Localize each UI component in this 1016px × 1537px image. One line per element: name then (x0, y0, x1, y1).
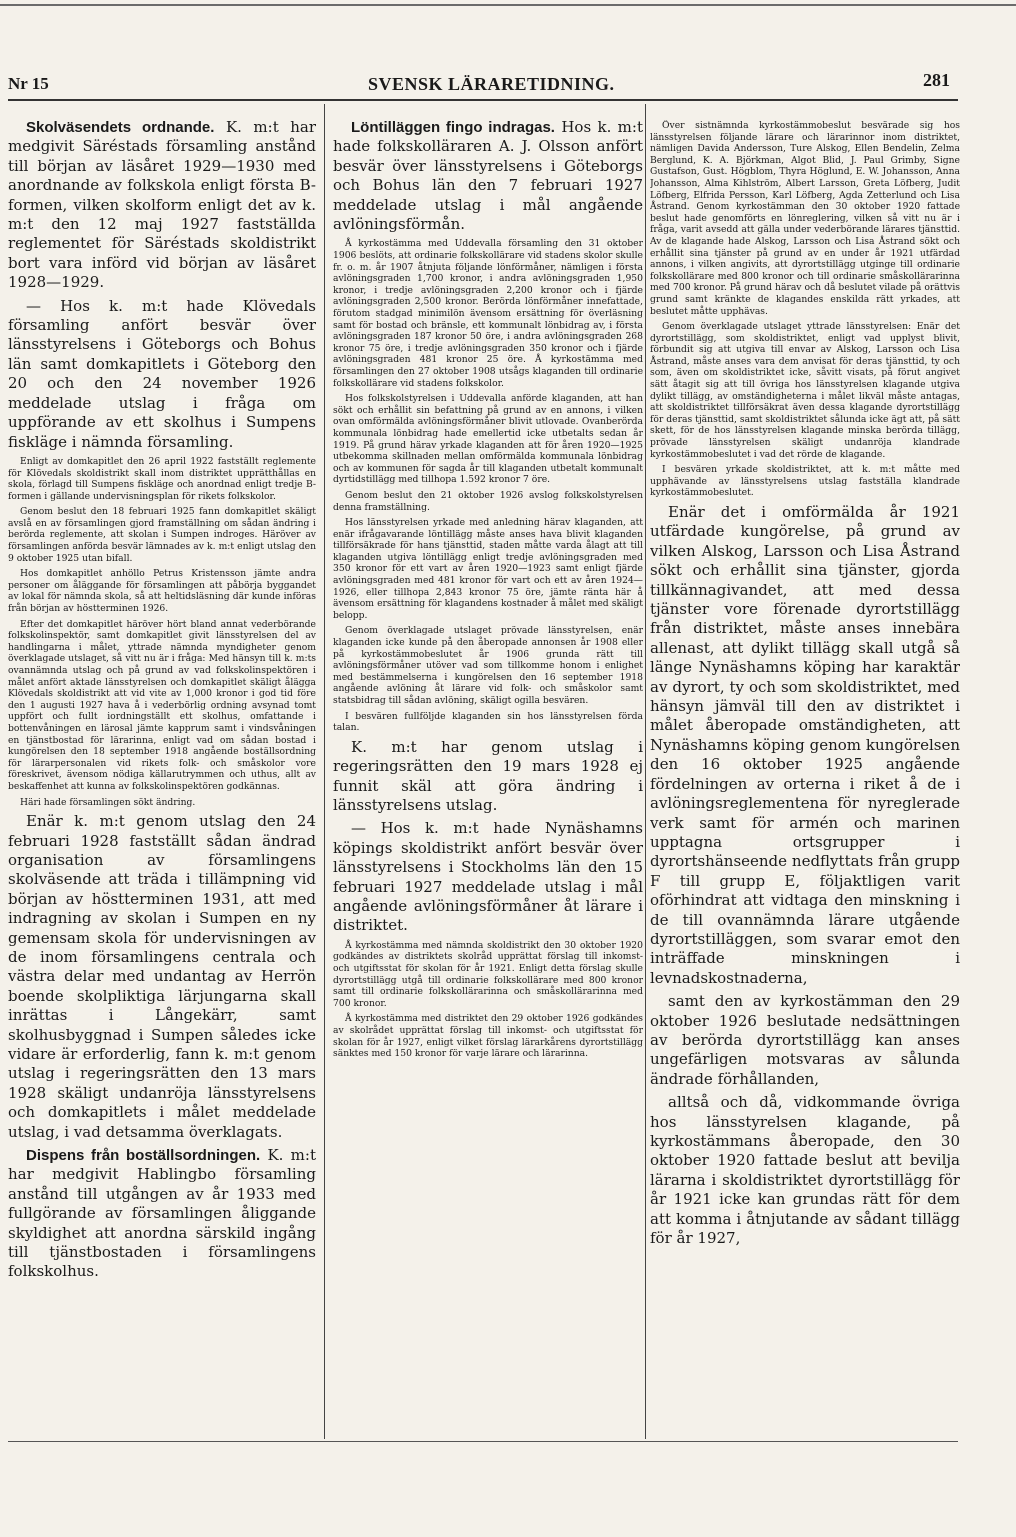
article-paragraph (333, 118, 643, 234)
small-print-paragraph: Genom beslut den 18 februari 1925 fann domkapitlet skäligt avslå en av församlingen gjord framställning om sådan ändring i berörda reglemente, att skolan i Sumpen indroges. Häröver av församlingen anförda besvär lämnades av k. m:t enligt utslag den 9 oktober 1925 utan bifall. (8, 506, 316, 564)
small-print-paragraph: I besvären yrkade skoldistriktet, att k. m:t måtte med upphävande av länsstyrelsens utslag fastställa klandrade kyrkostämmobeslutet. (650, 464, 960, 499)
top-border (0, 4, 1016, 6)
paragraph-text: Hos k. m:t hade folkskolläraren A. J. Olsson anfört besvär över länsstyrelsens i Göteborgs och Bohus län den 7 februari 1927 meddelade utslag i mål angående avlöningsförmån. (333, 118, 643, 234)
article-paragraph (8, 1146, 316, 1282)
article-paragraph: — Hos k. m:t hade Klövedals församling anfört besvär över länsstyrelsens i Göteborgs och Bohus län samt domkapitlets i Göteborg den 20 och den 24 november 1926 meddelade utslag i fråga om uppförande av ett skolhus i Sumpens fiskläge i nämnda församling. (8, 296, 316, 451)
paragraph-text: K. m:t har medgivit Hablingbo församling anstånd till utgången av år 1933 med fullgörande av församlingen åliggande skyldighet att anordna särskild ingång till tjänstbostaden i församlingens folkskolhus. (8, 1146, 316, 1281)
column-rule (645, 104, 646, 1439)
article-heading: Löntilläggen fingo indragas. (351, 119, 555, 136)
small-print-paragraph: Å kyrkostämma med distriktet den 29 oktober 1926 godkändes av skolrådet upprättat förslag till inkomst- och utgiftsstat för skolan för år 1927, enligt vilket förslag lärarkårens dyrortstillägg sänktes med 150 kronor för varje lärare och lärarinna. (333, 1013, 643, 1060)
header-rule (8, 99, 958, 101)
small-print-paragraph: Å kyrkostämma med nämnda skoldistrikt den 30 oktober 1920 godkändes av distriktets skolråd upprättat förslag till inkomst- och utgiftsstat för skolan för år 1921. Enligt detta förslag skulle dyrortstillägg utgå till ordinarie folkskollärare med 800 kronor samt till ordinarie folkskollärarinna och småskollärarinna med 700 kronor. (333, 939, 643, 1009)
article-heading: Skolväsendets ordnande. (26, 119, 215, 136)
journal-title: SVENSK LÄRARETIDNING. (368, 74, 615, 94)
small-print-paragraph: Hos domkapitlet anhöllo Petrus Kristensson jämte andra personer om åläggande för församlingen att påbörja byggandet av lokal för nämnda skola, så att heltidsläsning där kunde införas från början av höstterminen 1926. (8, 568, 316, 615)
article-paragraph: Enär det i omförmälda år 1921 utfärdade kungörelse, på grund av vilken Alskog, Larsson och Lisa Åstrand sökt och erhållit sina tjänster, gjorda tillkännagivandet, att med dessa tjänster vore förenade dyrortstillägg från distriktet, måste anses innebära allenast, att dylikt tillägg skall utgå så länge Nynäshamns köping har karaktär av dyrort, ty och som skoldistriktet, med hänsyn jämväl till den av distriktet i målet åberopade omständigheten, att Nynäshamns köping genom kungörelsen den 16 oktober 1925 angående fördelningen av orterna i riket å de i avlöningsreglementena för nyreglerade verk samt för armén och marinen upptagna ortsgrupper i dyrortshänseende nedflyttats från grupp F till grupp E, följaktligen varit oförhindrat att vidtaga den minskning i de till ovannämnda lärare utgående dyrortstilläggen, som svarar emot den inträffade minskningen i levnadskostnaderna, (650, 503, 960, 987)
column-2 (333, 118, 643, 1438)
article-paragraph: alltså och då, vidkommande övriga hos länsstyrelsen klagande, på kyrkostämmans åberopade, den 30 oktober 1920 fattade beslut att bevilja lärarna i skoldistriktet dyrortstillägg för år 1921 icke kan grundas rätt för dem att komma i åtnjutande av sådant tillägg för år 1927, (650, 1093, 960, 1248)
page-number: 281 (923, 70, 950, 90)
small-print-paragraph: Genom överklagade utslaget yttrade länsstyrelsen: Enär det dyrortstillägg, som skoldistriktet, enligt vad upplyst blivit, förbundit sig att utgiva till envar av Alskog, Larsson och Lisa Åstrand, måste anses vara dem anvisat för deras tjänsttid, ty och som, även om skoldistriktet icke, såvitt visats, på förut angivet sätt åtagit sig att till övriga hos länsstyrelsen klagande utgiva dylikt tillägg, av omständigheterna i målet likväl måste antagas, att skoldistriktet tillförsäkrat även dessa klagande dyrortstillägg för deras tjänsttid, samt skoldistriktet sålunda icke ägt att, på sätt skett, för de hos länsstyrelsen klagande minska berörda tillägg, prövade länsstyrelsen skäligt undanröja klandrade kyrkostämmobeslutet i vad det rörde de klagande. (650, 321, 960, 460)
article-paragraph: Enär k. m:t genom utslag den 24 februari 1928 fastställt sådan ändrad organisation av församlingens skolväsende att träda i tillämpning vid början av höstterminen 1931, att med indragning av skolan i Sumpen en ny gemensam skola för undervisningen av de inom församlingens centrala och västra delar med undantag av Herrön boende skolpliktiga lärjungarna skall inrättas i Långekärr, samt skolhusbyggnad i Sumpen således icke vidare är erforderlig, fann k. m:t genom utslag i regeringsrätten den 13 mars 1928 skäligt undanröja länsstyrelsens och domkapitlets i målet meddelade utslag, i vad detsamma överklagats. (8, 812, 316, 1141)
small-print-paragraph: I besvären fullföljde klaganden sin hos länsstyrelsen förda talan. (333, 710, 643, 734)
small-print-paragraph: Genom beslut den 21 oktober 1926 avslog folkskolstyrelsen denna framställning. (333, 489, 643, 513)
column-3 (650, 120, 960, 1440)
article-heading: Dispens från boställsordningen. (26, 1147, 261, 1165)
small-print-paragraph: Häri hade församlingen sökt ändring. (20, 796, 196, 808)
footer-rule (8, 1441, 958, 1442)
column-1 (8, 118, 316, 1438)
issue-number: Nr 15 (8, 74, 49, 93)
article-paragraph: K. m:t har genom utslag i regeringsrätten den 19 mars 1928 ej funnit skäl att göra ändring i länsstyrelsens utslag. (333, 737, 643, 814)
small-print-paragraph: Efter det domkapitlet häröver hört bland annat vederbörande folkskolinspektör, samt domkapitlet givit länsstyrelsen del av handlingarna i målet, yttrade nämnda myndigheter genom överklagade utslaget, så vitt nu är i fråga: Med hänsyn till k. m:ts ovannämnda utslag och på grund av vad folkskolinspektören i målet anfört aktade länsstyrelsen och domkapitlet skäligt ålägga Klövedals skoldistrikt att vid vite av 1,000 kronor i god tid före den 1 augusti 1927 hava å i vederbörlig ordning avsynad tomt uppfört och fullt iordningställt ett skolhus, omfattande i bottenvåningen en lärosal jämte kapprum samt i vindsvåningen en tjänstbostad för lärarinna, enligt vad om sådan bostad i kungörelsen den 18 september 1918 angående boställsordning för lärarpersonalen vid rikets folk- och småskolor vore föreskrivet, ävensom nödiga källarutrymmen och uthus, allt av beskaffenhet att kunna av folkskolinspektören godkännas. (8, 618, 316, 792)
small-print-paragraph: Enligt av domkapitlet den 26 april 1922 fastställt reglemente för Klövedals skoldistrikt skall inom distriktet upprätthållas en skola, förlagd till Sumpens fiskläge och anordnad enligt tredje B-formen i gällande undervisningsplan för rikets folkskolor. (8, 455, 316, 502)
paragraph-text: K. m:t har medgivit Säréstads församling anstånd till början av läsåret 1929—1930 med anordnande av folkskola enligt första B-formen, vilken skolform enligt det av k. m:t den 12 maj 1927 fastställda reglementet för Säréstads skoldistrikt bort vara införd vid början av läsåret 1928—1929. (8, 118, 316, 292)
article-paragraph (8, 118, 316, 293)
small-print-paragraph: Över sistnämnda kyrkostämmobeslut besvärade sig hos länsstyrelsen följande lärare och lärarinnor inom distriktet, nämligen Davida Andersson, Ture Alskog, Ellen Bendelin, Zelma Berglund, K. A. Björkman, Algot Blid, J. Paul Grimby, Signe Gustafson, Gust. Högblom, Thyra Höglund, E. W. Johansson, Anna Johansson, Alma Kihlström, Albert Larsson, Greta Löfberg, Judit Löfberg, Elfrida Persson, Karl Löfberg, Agda Zetterlund och Lisa Åstrand. Genom kyrkostämman den 30 oktober 1920 fattade beslut hade genomförts en lönreglering, vilken så vitt nu är i fråga, varit avsedd att gälla under vederbörande lärares tjänsttid. Av de klagande hade Alskog, Larsson och Lisa Åstrand sökt och erhållit sina tjänster på grund av en under år 1921 utfärdad annons, i vilken angivits, att dyrortstillägg utginge till ordinarie folkskollärare med 800 kronor och till ordinarie småskollärarinna med 700 kronor. På grund härav och då beslutet vilade på orättvis grund samt kränkte de klagandes enskilda rätt yrkades, att beslutet måtte upphävas. (650, 120, 960, 317)
article-paragraph: samt den av kyrkostämman den 29 oktober 1926 beslutade nedsättningen av berörda dyrortstillägg kan anses ungefärligen motsvaras av sålunda ändrade förhållanden, (650, 992, 960, 1088)
small-print-paragraph: Genom överklagade utslaget prövade länsstyrelsen, enär klaganden icke kunde på den åberopade annonsen år 1908 eller på kyrkostämmobeslutet år 1906 grunda rätt till avlöningsförmåner utöver vad som tillkomme honom i enlighet med bestämmelserna i kungörelsen den 16 september 1918 angående avlöning åt lärare vid folk- och småskolor samt statsbidrag till sådan avlöning, skäligt ogilla besvären. (333, 625, 643, 706)
small-print-paragraph: Hos länsstyrelsen yrkade med anledning härav klaganden, att enär ifrågavarande löntillägg måste anses hava blivit klaganden tillförsäkrade för hans tjänsttid, staden måtte varda ålagt att till klaganden utgiva löntillägg enligt tredje avlöningsgraden med 350 kronor för ett vart av åren 1920—1923 samt enligt fjärde avlöningsgraden med 481 kronor för vart och ett av åren 1924—1926, eller tillhopa 2,843 kronor 75 öre, jämte ränta här å ävensom ersättning för klagandens kostnader å målet med skäligt belopp. (333, 517, 643, 621)
small-print-paragraph: Hos folkskolstyrelsen i Uddevalla anförde klaganden, att han sökt och erhållit sin befattning på grund av en annons, i vilken ovan omförmälda avlöningsförmåner blivit utlovade. Ovanberörda kommunala lönbidrag hade emellertid icke utbetalts sedan år 1919. På grund härav yrkade klaganden att för åren 1920—1925 utbekomma skillnaden mellan omförmälda kommunala lönbidrag och av kommunen för sagda år till klaganden utbetalt kommunalt dyrtidstillägg med tillhopa 1.592 kronor 7 öre. (333, 393, 643, 486)
article-paragraph: — Hos k. m:t hade Nynäshamns köpings skoldistrikt anfört besvär över länsstyrelsens i Stockholms län den 15 februari 1927 meddelade utslag i mål angående avlöningsförmåner åt lärare i distriktet. (333, 819, 643, 935)
column-rule (324, 104, 325, 1439)
small-print-paragraph: Å kyrkostämma med Uddevalla församling den 31 oktober 1906 beslöts, att ordinarie folkskollärare vid stadens skolor skulle fr. o. m. år 1907 åtnjuta följande lönförmåner, nämligen i första avlöningsgraden 1,700 kronor, i andra avlöningsgraden 1,950 kronor, i tredje avlöningsgraden 2,200 kronor och i fjärde avlöningsgraden 2,500 kronor. Berörda lönförmåner innefattade, förutom stadgad minimilön ävensom ersättning för överläsning samt för bostad och bränsle, ett kommunalt lönbidrag av, i första avlöningsgraden 187 kronor 50 öre, i andra avlöningsgraden 268 kronor 75 öre, i tredje avlöningsgraden 350 kronor och i fjärde avlöningsgraden 481 kronor 25 öre. Å kyrkostämma med församlingen den 27 oktober 1908 utsågs klaganden till ordinarie folkskollärare vid stadens folkskolor. (333, 238, 643, 389)
page-header (8, 70, 1008, 94)
